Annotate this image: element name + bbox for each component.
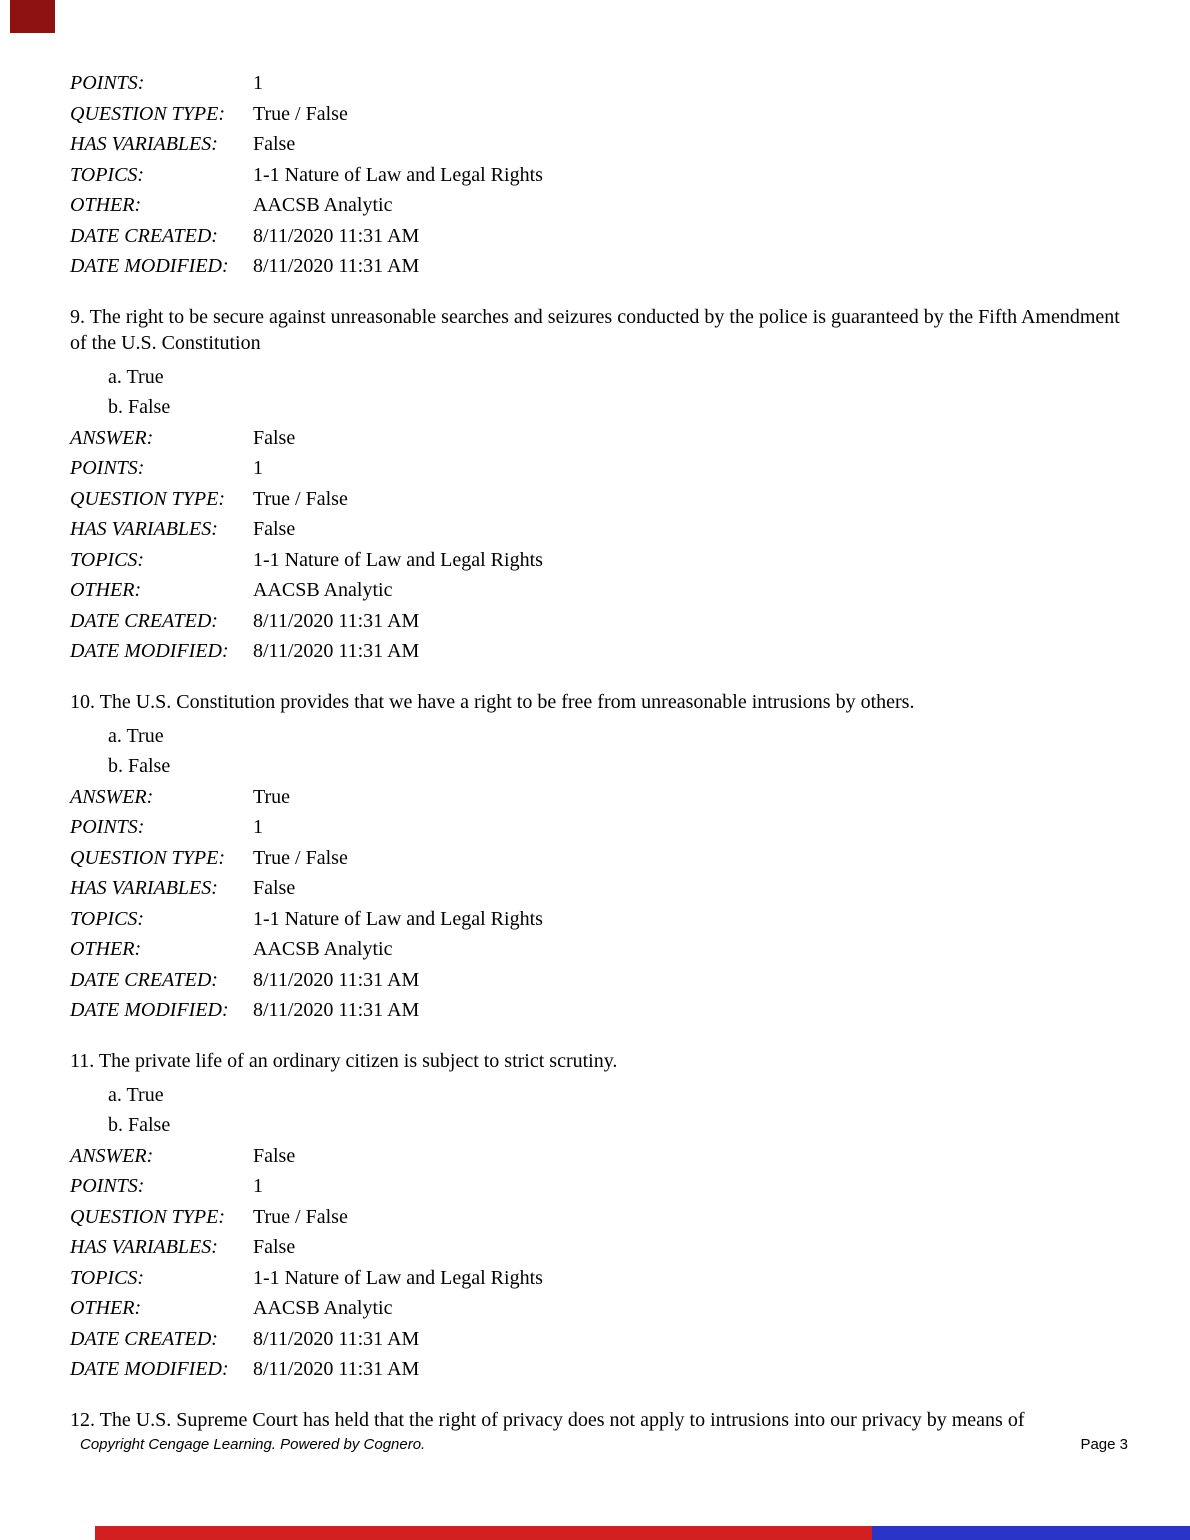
metadata-row	[70, 904, 1124, 935]
metadata-value: 8/11/2020 11:31 AM	[253, 999, 420, 1021]
metadata-value: 8/11/2020 11:31 AM	[253, 609, 420, 632]
metadata-label: DATE MODIFIED:	[70, 640, 229, 662]
metadata-value: True	[253, 785, 291, 808]
metadata-value: False	[253, 426, 296, 449]
metadata-label: POINTS:	[70, 457, 145, 479]
answer-option: b. False	[108, 396, 171, 418]
metadata-label: HAS VARIABLES:	[70, 518, 218, 540]
metadata-label: TOPICS:	[70, 907, 145, 930]
metadata-label: HAS VARIABLES:	[70, 133, 218, 155]
metadata-label: QUESTION TYPE:	[70, 102, 226, 125]
answer-option: a. True	[108, 1083, 164, 1106]
page-footer	[80, 1436, 1128, 1453]
metadata-value: False	[253, 133, 296, 155]
metadata-value: 1-1 Nature of Law and Legal Rights	[253, 548, 543, 571]
metadata-row	[70, 1141, 1124, 1172]
metadata-label: ANSWER:	[70, 1144, 154, 1167]
metadata-row	[70, 782, 1124, 813]
page-content	[70, 68, 1124, 1439]
metadata-row	[70, 1293, 1124, 1324]
metadata-row	[70, 99, 1124, 130]
metadata-row	[70, 453, 1124, 484]
question-text: 9. The right to be secure against unreasonable searches and seizures conducted by the police is guaranteed by the Fifth Amendment of the U.S. Constitution	[70, 305, 1120, 354]
metadata-label: POINTS:	[70, 1175, 145, 1197]
metadata-row	[70, 995, 1124, 1026]
metadata-row	[70, 1354, 1124, 1385]
question-text: 11. The private life of an ordinary citizen is subject to strict scrutiny.	[70, 1049, 618, 1072]
metadata-label: DATE CREATED:	[70, 968, 218, 991]
metadata-label: QUESTION TYPE:	[70, 846, 226, 869]
metadata-row	[70, 221, 1124, 252]
metadata-value: 1	[253, 1175, 263, 1197]
bottom-red-bar	[95, 1526, 872, 1540]
metadata-row	[70, 575, 1124, 606]
top-left-red-mark	[10, 0, 55, 33]
copyright-text: Copyright Cengage Learning. Powered by Cognero.	[80, 1436, 426, 1453]
metadata-value: 8/11/2020 11:31 AM	[253, 1358, 420, 1380]
metadata-block	[70, 1141, 1124, 1385]
metadata-row	[70, 1263, 1124, 1294]
answer-option: a. True	[108, 724, 164, 747]
metadata-value: False	[253, 877, 296, 899]
metadata-value: 8/11/2020 11:31 AM	[253, 224, 420, 247]
metadata-row	[70, 423, 1124, 454]
metadata-row	[70, 843, 1124, 874]
question-block-10	[70, 689, 1124, 1026]
metadata-label: ANSWER:	[70, 785, 154, 808]
metadata-value: 1	[253, 816, 263, 838]
metadata-value: 1-1 Nature of Law and Legal Rights	[253, 907, 543, 930]
metadata-value: 1	[253, 72, 263, 94]
metadata-block-top	[70, 68, 1124, 282]
metadata-row	[70, 934, 1124, 965]
metadata-label: OTHER:	[70, 579, 142, 601]
metadata-value: 8/11/2020 11:31 AM	[253, 1327, 420, 1350]
metadata-value: AACSB Analytic	[253, 1297, 393, 1319]
metadata-row	[70, 251, 1124, 282]
metadata-row	[70, 1171, 1124, 1202]
metadata-label: ANSWER:	[70, 426, 154, 449]
question-text-partial: 12. The U.S. Supreme Court has held that the right of privacy does not apply to intrusions into our privacy by means of	[70, 1408, 1025, 1431]
metadata-value: 1-1 Nature of Law and Legal Rights	[253, 163, 543, 186]
metadata-label: OTHER:	[70, 1297, 142, 1319]
metadata-value: 1	[253, 457, 263, 479]
metadata-row	[70, 965, 1124, 996]
question-block-9	[70, 304, 1124, 667]
metadata-value: False	[253, 518, 296, 540]
metadata-value: AACSB Analytic	[253, 579, 393, 601]
metadata-label: DATE MODIFIED:	[70, 999, 229, 1021]
metadata-row	[70, 68, 1124, 99]
metadata-row	[70, 606, 1124, 637]
bottom-blue-bar	[872, 1526, 1190, 1540]
question-text: 10. The U.S. Constitution provides that we have a right to be free from unreasonable intrusions by others.	[70, 690, 915, 713]
metadata-row	[70, 514, 1124, 545]
metadata-label: TOPICS:	[70, 1266, 145, 1289]
metadata-value: False	[253, 1144, 296, 1167]
metadata-value: False	[253, 1236, 296, 1258]
metadata-label: DATE CREATED:	[70, 609, 218, 632]
metadata-label: HAS VARIABLES:	[70, 877, 218, 899]
metadata-value: 8/11/2020 11:31 AM	[253, 640, 420, 662]
metadata-value: True / False	[253, 102, 348, 125]
metadata-row	[70, 484, 1124, 515]
answer-option: b. False	[108, 755, 171, 777]
metadata-value: True / False	[253, 846, 348, 869]
metadata-row	[70, 812, 1124, 843]
metadata-label: TOPICS:	[70, 163, 145, 186]
metadata-value: True / False	[253, 1205, 348, 1228]
metadata-block	[70, 423, 1124, 667]
metadata-block	[70, 782, 1124, 1026]
metadata-label: OTHER:	[70, 194, 142, 216]
metadata-label: DATE MODIFIED:	[70, 255, 229, 277]
metadata-label: DATE CREATED:	[70, 224, 218, 247]
metadata-row	[70, 636, 1124, 667]
metadata-row	[70, 160, 1124, 191]
metadata-value: AACSB Analytic	[253, 194, 393, 216]
metadata-label: TOPICS:	[70, 548, 145, 571]
metadata-row	[70, 545, 1124, 576]
metadata-label: HAS VARIABLES:	[70, 1236, 218, 1258]
metadata-value: True / False	[253, 487, 348, 510]
metadata-label: OTHER:	[70, 938, 142, 960]
metadata-label: POINTS:	[70, 72, 145, 94]
metadata-label: POINTS:	[70, 816, 145, 838]
metadata-label: DATE CREATED:	[70, 1327, 218, 1350]
metadata-row	[70, 1232, 1124, 1263]
metadata-value: AACSB Analytic	[253, 938, 393, 960]
metadata-label: QUESTION TYPE:	[70, 487, 226, 510]
page-number: Page 3	[1080, 1436, 1128, 1453]
answer-option: a. True	[108, 365, 164, 388]
metadata-row	[70, 1324, 1124, 1355]
metadata-value: 8/11/2020 11:31 AM	[253, 255, 420, 277]
metadata-row	[70, 129, 1124, 160]
metadata-label: DATE MODIFIED:	[70, 1358, 229, 1380]
question-block-11	[70, 1048, 1124, 1385]
metadata-row	[70, 1202, 1124, 1233]
metadata-row	[70, 190, 1124, 221]
metadata-label: QUESTION TYPE:	[70, 1205, 226, 1228]
metadata-value: 1-1 Nature of Law and Legal Rights	[253, 1266, 543, 1289]
answer-option: b. False	[108, 1114, 171, 1136]
metadata-row	[70, 873, 1124, 904]
metadata-value: 8/11/2020 11:31 AM	[253, 968, 420, 991]
